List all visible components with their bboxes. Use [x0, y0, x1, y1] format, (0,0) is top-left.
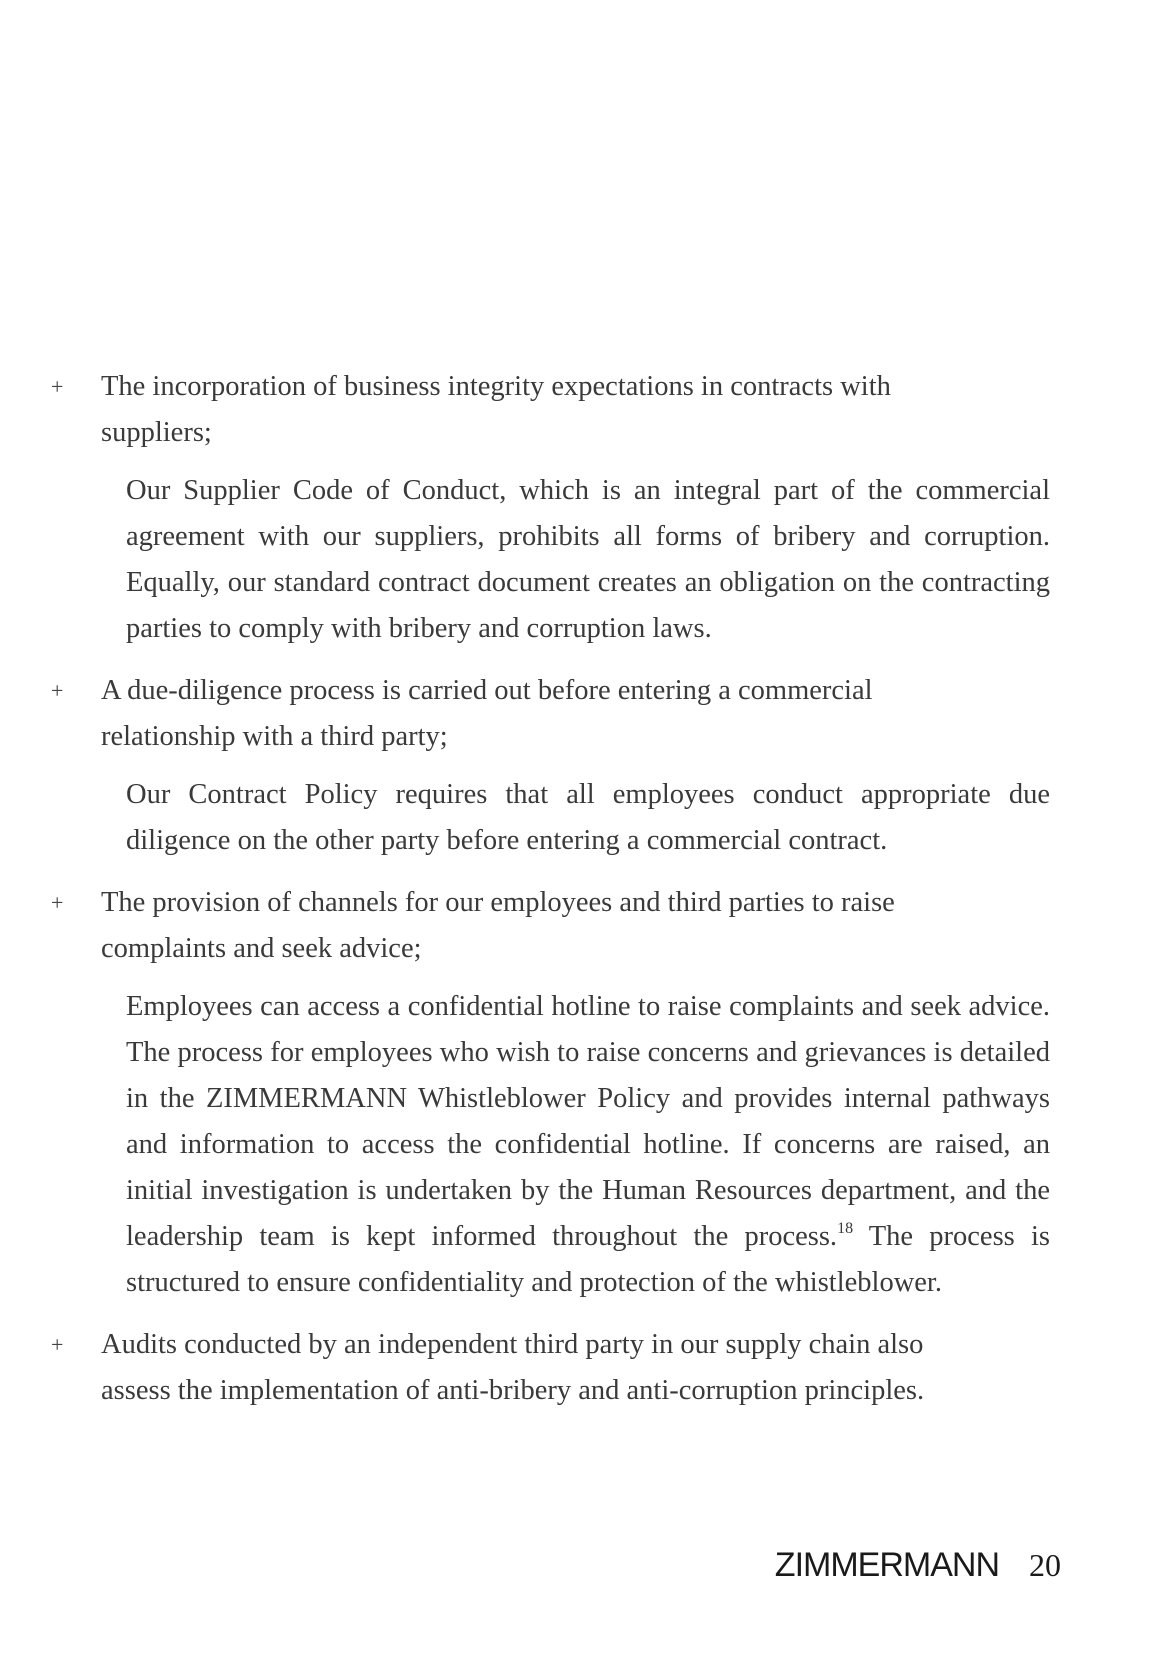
page-footer: [775, 1540, 1061, 1590]
detail-text: Employees can access a confidential hotline to raise complaints and seek advice. The process for employees who wish to raise concerns and grievances is detailed in the ZIMMERMANN Whistleblower Policy and provides internal pathways and information to access the confidential hotline. If concerns are raised, an initial investigation is undertaken by the Human Resources department, and the leadership team is kept informed throughout the process.: [126, 991, 1050, 1252]
detail-text: The process is structured to ensure confidentiality and protection of the whistleblower.: [126, 1221, 1050, 1298]
bullet-detail: [126, 984, 1050, 1306]
plus-bullet-icon: +: [51, 374, 64, 399]
list-item: [0, 880, 1169, 1306]
list-item: [0, 364, 1169, 652]
page-number: 20: [1029, 1546, 1061, 1583]
bullet-list: [0, 364, 1169, 1414]
bullet-detail: Our Contract Policy requires that all employees conduct appropriate due diligence on the other party before entering a commercial contract.: [126, 779, 1050, 856]
bullet-heading: Audits conducted by an independent third party in our supply chain also assess the implementation of anti-bribery and anti-corruption principles.: [101, 1329, 925, 1406]
bullet-heading: The incorporation of business integrity expectations in contracts with suppliers;: [101, 371, 891, 448]
plus-bullet-icon: +: [51, 1332, 64, 1357]
footnote-reference[interactable]: 18: [837, 1220, 854, 1237]
plus-bullet-icon: +: [51, 678, 64, 703]
bullet-detail: Our Supplier Code of Conduct, which is an integral part of the commercial agreement with our suppliers, prohibits all forms of bribery and corruption. Equally, our standard contract document creates an obligation on the contracting parties to comply with bribery and corruption laws.: [126, 475, 1050, 644]
bullet-heading: A due-diligence process is carried out before entering a commercial relationship with a third party;: [101, 675, 873, 752]
list-item: [0, 1322, 1169, 1414]
brand-logo: ZIMMERMANN: [774, 1545, 999, 1584]
bullet-heading: The provision of channels for our employees and third parties to raise complaints and seek advice;: [101, 887, 895, 964]
plus-bullet-icon: +: [51, 890, 64, 915]
list-item: [0, 668, 1169, 864]
